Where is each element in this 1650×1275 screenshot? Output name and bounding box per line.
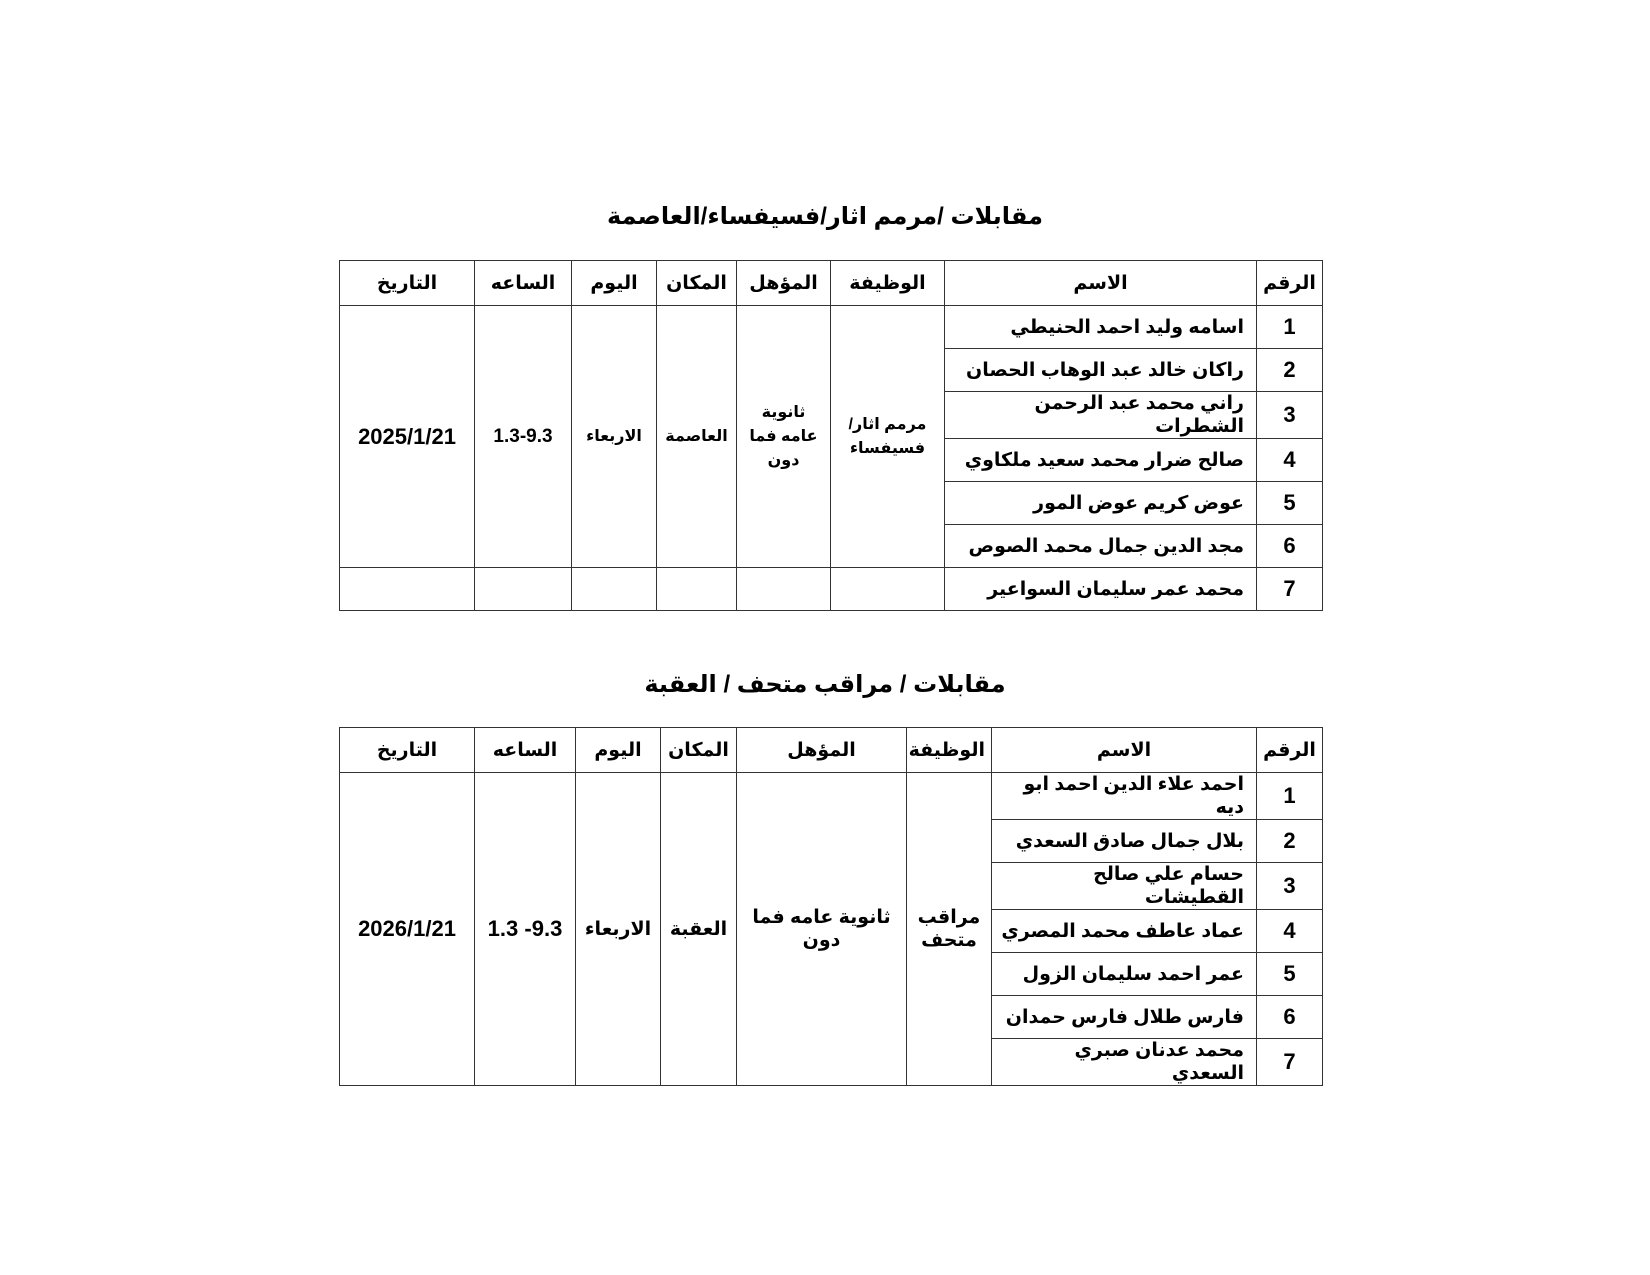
candidate-name: عماد عاطف محمد المصري [992, 910, 1257, 953]
row-number: 2 [1257, 349, 1323, 392]
row-number: 5 [1257, 482, 1323, 525]
qualification-cell: ثانوية عامه فما دون [737, 306, 831, 568]
empty-cell [340, 568, 475, 611]
row-number: 7 [1257, 1039, 1323, 1086]
table-row [340, 306, 1323, 349]
table-row [340, 773, 1323, 820]
candidate-name: محمد عمر سليمان السواعير [945, 568, 1257, 611]
date-cell: 2026/1/21 [340, 773, 475, 1086]
header-day: اليوم [576, 728, 661, 773]
candidate-name: راكان خالد عبد الوهاب الحصان [945, 349, 1257, 392]
row-number: 3 [1257, 863, 1323, 910]
place-cell: العاصمة [657, 306, 737, 568]
row-number: 3 [1257, 392, 1323, 439]
empty-cell [737, 568, 831, 611]
section-title-1: مقابلات /مرمم اثار/فسيفساء/العاصمة [607, 203, 1043, 230]
candidate-name: بلال جمال صادق السعدي [992, 820, 1257, 863]
row-number: 2 [1257, 820, 1323, 863]
candidate-name: احمد علاء الدين احمد ابو ديه [992, 773, 1257, 820]
header-qualification: المؤهل [737, 261, 831, 306]
row-number: 4 [1257, 910, 1323, 953]
candidate-name: حسام علي صالح القطيشات [992, 863, 1257, 910]
candidate-name: راني محمد عبد الرحمن الشطرات [945, 392, 1257, 439]
header-time: الساعه [475, 728, 576, 773]
empty-cell [657, 568, 737, 611]
table-row [340, 568, 1323, 611]
header-place: المكان [657, 261, 737, 306]
qualification-cell: ثانوية عامه فما دون [737, 773, 907, 1086]
day-cell: الاربعاء [576, 773, 661, 1086]
row-number: 5 [1257, 953, 1323, 996]
section-title-2: مقابلات / مراقب متحف / العقبة [644, 671, 1006, 698]
candidate-name: عمر احمد سليمان الزول [992, 953, 1257, 996]
time-cell: 1.3-9.3 [475, 306, 572, 568]
empty-cell [475, 568, 572, 611]
header-qualification: المؤهل [737, 728, 907, 773]
row-number: 1 [1257, 773, 1323, 820]
schedule-table-1 [339, 260, 1323, 611]
row-number: 4 [1257, 439, 1323, 482]
candidate-name: فارس طلال فارس حمدان [992, 996, 1257, 1039]
header-date: التاريخ [340, 261, 475, 306]
header-place: المكان [661, 728, 737, 773]
row-number: 6 [1257, 996, 1323, 1039]
header-job: الوظيفة [907, 728, 992, 773]
header-day: اليوم [572, 261, 657, 306]
time-cell: 9.3- 1.3 [475, 773, 576, 1086]
header-time: الساعه [475, 261, 572, 306]
header-name: الاسم [945, 261, 1257, 306]
table-header-row [340, 728, 1323, 773]
header-job: الوظيفة [831, 261, 945, 306]
header-number: الرقم [1257, 261, 1323, 306]
empty-cell [572, 568, 657, 611]
table-header-row [340, 261, 1323, 306]
date-cell: 2025/1/21 [340, 306, 475, 568]
empty-cell [831, 568, 945, 611]
candidate-name: عوض كريم عوض المور [945, 482, 1257, 525]
row-number: 1 [1257, 306, 1323, 349]
header-name: الاسم [992, 728, 1257, 773]
day-cell: الاربعاء [572, 306, 657, 568]
place-cell: العقبة [661, 773, 737, 1086]
candidate-name: محمد عدنان صبري السعدي [992, 1039, 1257, 1086]
schedule-table-2 [339, 727, 1323, 1086]
row-number: 7 [1257, 568, 1323, 611]
candidate-name: صالح ضرار محمد سعيد ملكاوي [945, 439, 1257, 482]
candidate-name: مجد الدين جمال محمد الصوص [945, 525, 1257, 568]
header-number: الرقم [1257, 728, 1323, 773]
header-date: التاريخ [340, 728, 475, 773]
job-cell: مراقب متحف [907, 773, 992, 1086]
candidate-name: اسامه وليد احمد الحنيطي [945, 306, 1257, 349]
row-number: 6 [1257, 525, 1323, 568]
job-cell: مرمم اثار/فسيفساء [831, 306, 945, 568]
